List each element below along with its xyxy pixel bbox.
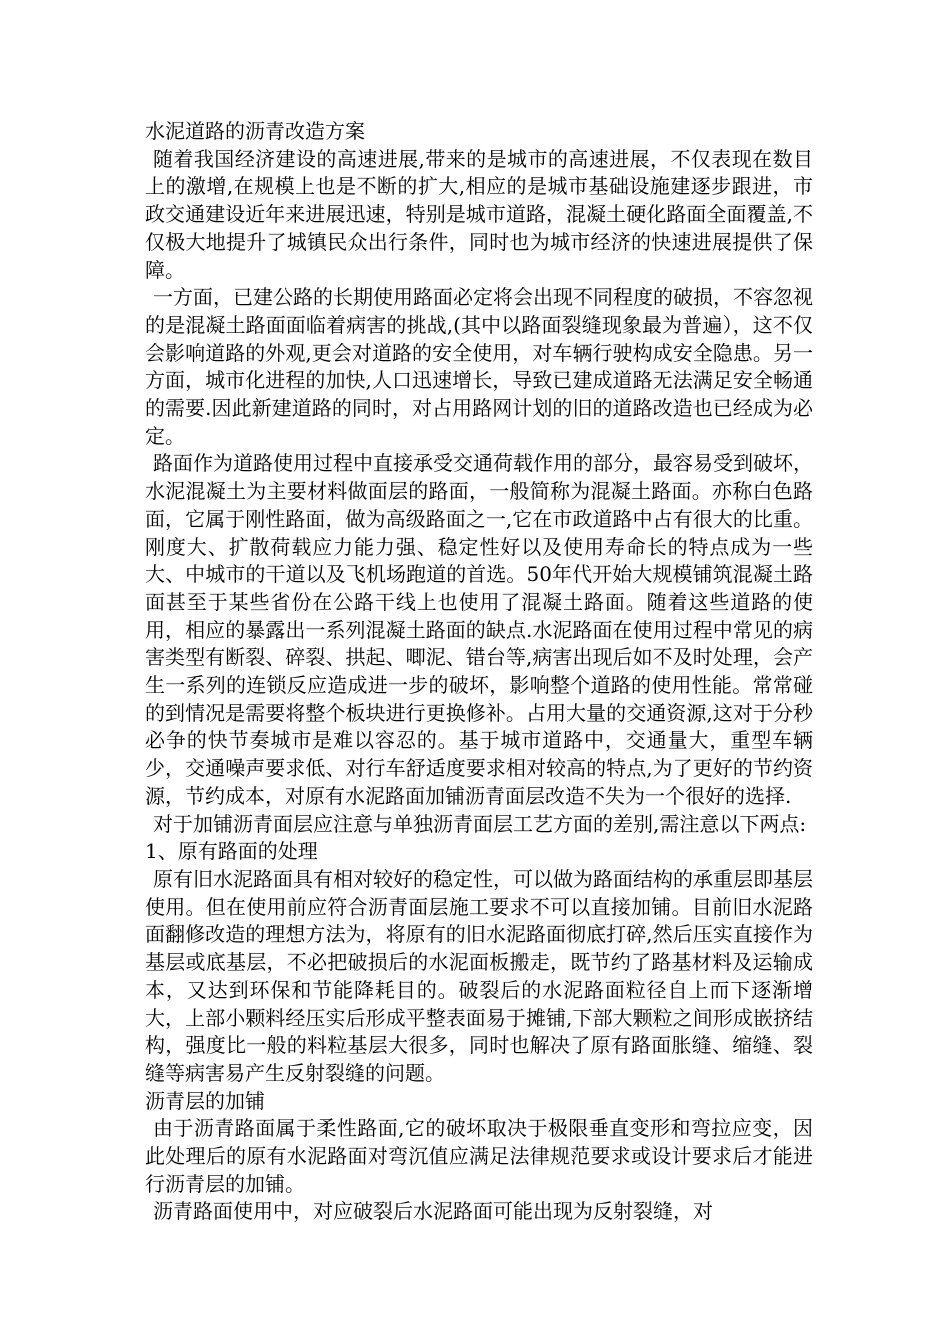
document-body [145,118,813,1226]
section-heading-asphalt-overlay: 沥青层的加铺 [145,1088,265,1113]
document-title: 水泥道路的沥青改造方案 [145,119,365,143]
paragraph-existing-pavement: 原有旧水泥路面具有相对较好的稳定性，可以做为路面结构的承重层即基层使用。但在使用前应符合沥青面层施工要求不可以直接加铺。目前旧水泥路面翻修改造的理想方法为，将原有的旧水泥路面彻底打碎,然后压实直接作为基层或底基层，不必把破损后的水泥面板搬走，既节约了路基材料及运输成本，又达到环保和节能降耗目的。破裂后的水泥路面粒径自上而下逐渐增大，上部小颗料经压实后形成平整表面易于摊铺,下部大颗粒之间形成嵌挤结构，强度比一般的料粒基层大很多，同时也解决了原有路面胀缝、缩缝、裂缝等病害易产生反射裂缝的问题。 [145,866,813,1085]
paragraph-asphalt-overlay: 由于沥青路面属于柔性路面,它的破坏取决于极限垂直变形和弯拉应变，因此处理后的原有水泥路面对弯沉值应满足法律规范要求或设计要求后才能进行沥青层的加铺。 [145,1116,813,1196]
paragraph-notes-intro: 对于加铺沥青面层应注意与单独沥青面层工艺方面的差别,需注意以下两点: [153,811,807,836]
paragraph-reflective-cracks: 沥青路面使用中，对应破裂后水泥路面可能出现为反射裂缝，对 [153,1199,713,1224]
paragraph-concrete-pavement: 路面作为道路使用过程中直接承受交通荷载作用的部分，最容易受到破坏，水泥混凝土为主要材料做面层的路面，一般简称为混凝土路面。亦称白色路面，它属于刚性路面，做为高级路面之一,它在市政道路中占有很大的比重。刚度大、扩散荷载应力能力强、稳定性好以及使用寿命长的特点成为一些大、中城市的干道以及飞机场跑道的首选。50年代开始大规模铺筑混凝土路面甚至于某些省份在公路干线上也使用了混凝土路面。随着这些道路的使用，相应的暴露出一系列混凝土路面的缺点.水泥路面在使用过程中常见的病害类型有断裂、碎裂、拱起、唧泥、错台等,病害出现后如不及时处理，会产生一系列的连锁反应造成进一步的破坏，影响整个道路的使用性能。常常碰的到情况是需要将整个板块进行更换修补。占用大量的交通资源,这对于分秒必争的快节奏城市是难以容忍的。基于城市道路中，交通量大，重型车辆少，交通噪声要求低、对行车舒适度要求相对较高的特点,为了更好的节约资源，节约成本，对原有水泥路面加铺沥青面层改造不失为一个很好的选择. [145,451,813,808]
section-heading-existing-pavement: 1、原有路面的处理 [145,839,318,864]
paragraph-intro: 随着我国经济建设的高速进展,带来的是城市的高速进展，不仅表现在数目上的激增,在规模上也是不断的扩大,相应的是城市基础设施建逐步跟进，市政交通建设近年来进展迅速，特别是城市道路，混凝土硬化路面全面覆盖,不仅极大地提升了城镇民众出行条件，同时也为城市经济的快速进展提供了保障。 [145,146,813,282]
paragraph-damage: 一方面，已建公路的长期使用路面必定将会出现不同程度的破损，不容忽视的是混凝土路面面临着病害的挑战,(其中以路面裂缝现象最为普遍），这不仅会影响道路的外观,更会对道路的安全使用，对车辆行驶构成安全隐患。另一方面，城市化进程的加快,人口迅速增长，导致已建成道路无法满足安全畅通的需要.因此新建道路的同时，对占用路网计划的旧的道路改造也已经成为必定。 [145,285,813,448]
